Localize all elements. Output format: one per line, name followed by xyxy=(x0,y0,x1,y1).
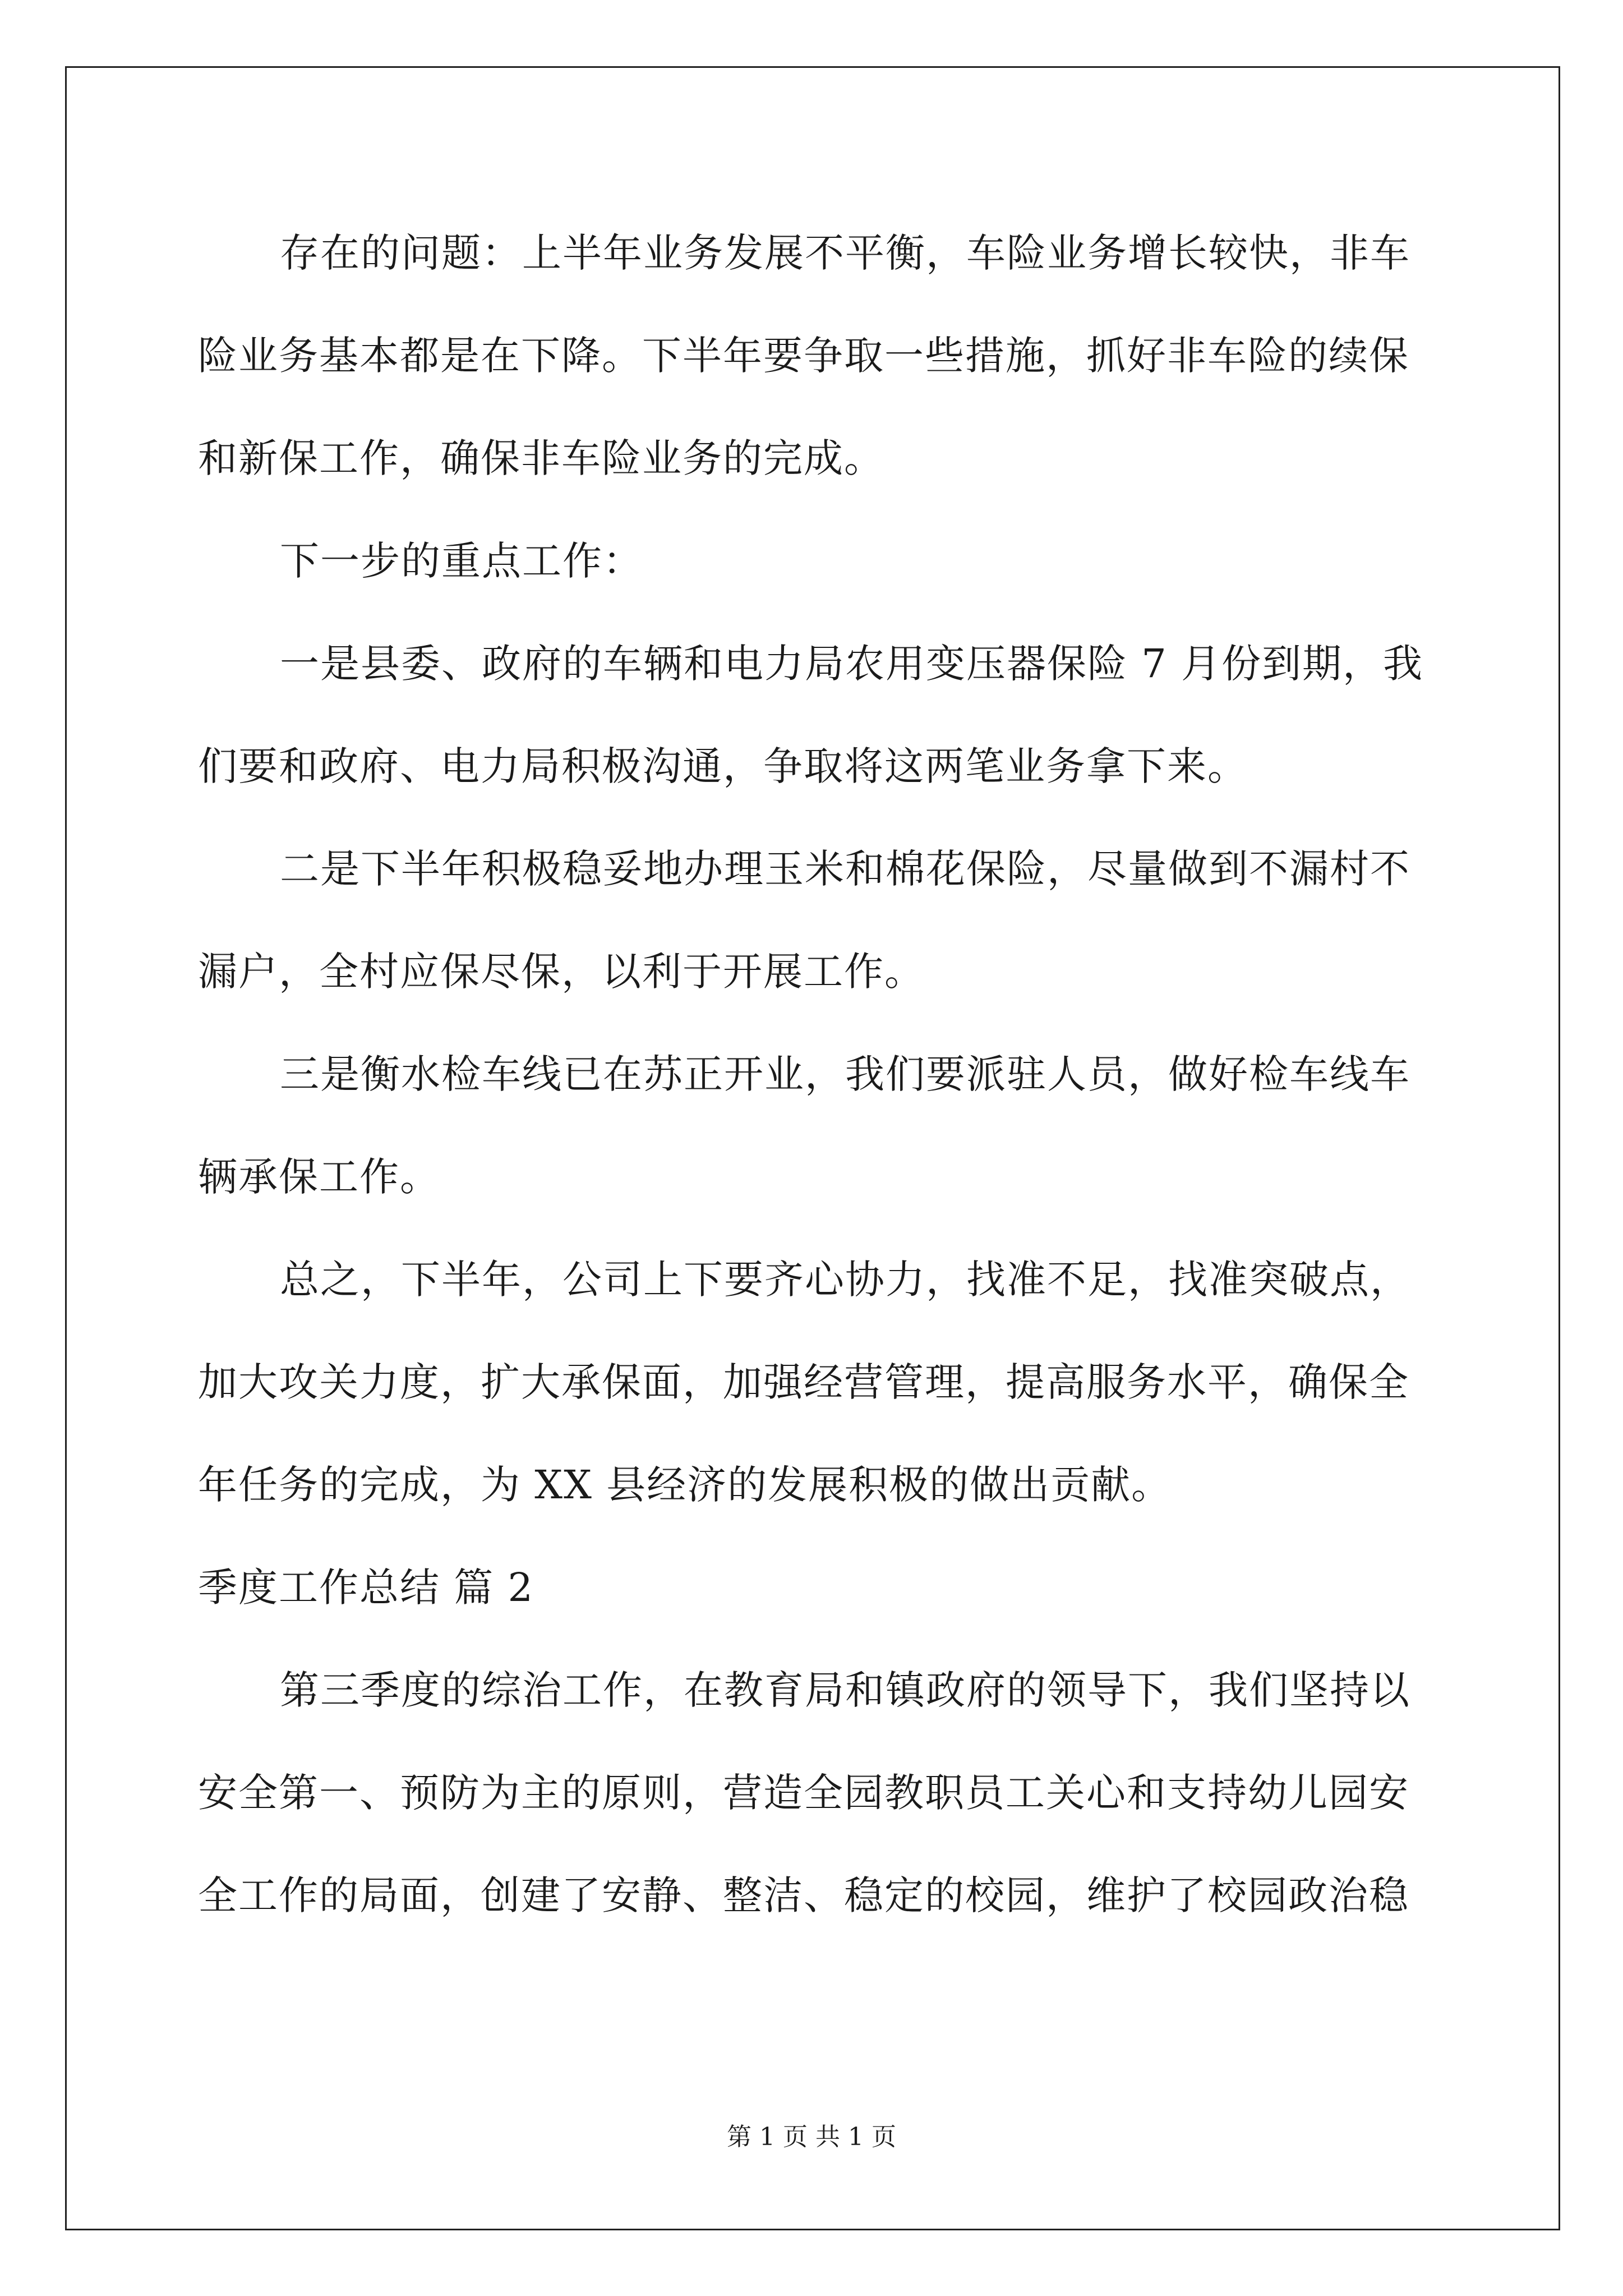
text-line: 年任务的完成，为 XX 县经济的发展积极的做出贡献。 xyxy=(198,1462,1172,1508)
text-line: 一是县委、政府的车辆和电力局农用变压器保险 7 月份到期，我 xyxy=(280,641,1424,687)
text-line: 辆承保工作。 xyxy=(198,1154,440,1200)
page-number-footer: 第 1 页 共 1 页 xyxy=(727,2123,896,2151)
text-line: 全工作的局面，创建了安静、整洁、稳定的校园，维护了校园政治稳 xyxy=(198,1872,1409,1918)
text-line: 们要和政府、电力局积极沟通，争取将这两笔业务拿下来。 xyxy=(198,743,1248,789)
document-body xyxy=(198,202,1432,1947)
section-heading: 季度工作总结 篇 2 xyxy=(198,1565,534,1611)
text-line: 加大攻关力度，扩大承保面，加强经营管理，提高服务水平，确保全 xyxy=(198,1359,1409,1405)
text-line: 总之，下半年，公司上下要齐心协力，找准不足，找准突破点， xyxy=(280,1257,1410,1303)
text-line: 存在的问题：上半年业务发展不平衡，车险业务增长较快，非车 xyxy=(280,230,1410,276)
text-line: 第三季度的综治工作，在教育局和镇政府的领导下，我们坚持以 xyxy=(280,1667,1410,1713)
text-line: 二是下半年积极稳妥地办理玉米和棉花保险，尽量做到不漏村不 xyxy=(280,846,1410,892)
text-line: 三是衡水检车线已在苏正开业，我们要派驻人员，做好检车线车 xyxy=(280,1051,1410,1097)
text-line: 险业务基本都是在下降。下半年要争取一些措施，抓好非车险的续保 xyxy=(198,333,1409,379)
text-line: 下一步的重点工作： xyxy=(280,538,643,584)
text-line: 漏户，全村应保尽保，以利于开展工作。 xyxy=(198,949,925,995)
text-line: 和新保工作，确保非车险业务的完成。 xyxy=(198,435,884,481)
text-line: 安全第一、预防为主的原则，营造全园教职员工关心和支持幼儿园安 xyxy=(198,1770,1409,1816)
